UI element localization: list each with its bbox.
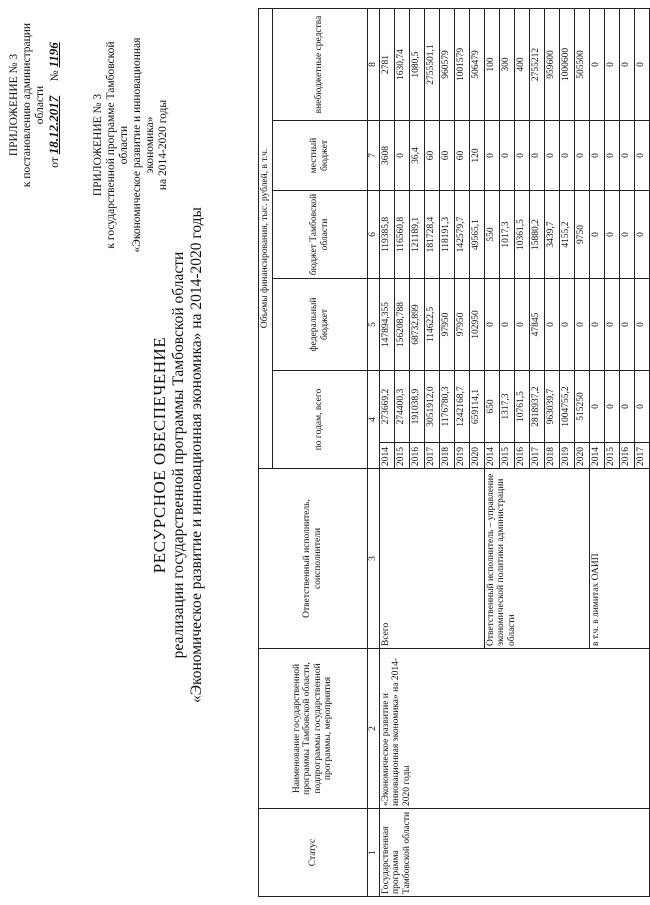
local-cell: 36,4 <box>409 121 424 191</box>
year-cell: 2017 <box>424 443 439 469</box>
year-cell: 2015 <box>499 443 514 469</box>
col-index: 3 <box>367 469 379 649</box>
extra-cell: 1000600 <box>559 8 574 120</box>
federal-cell: 0 <box>619 279 634 371</box>
header-extra: внебюджетные средства <box>272 8 367 120</box>
extra-cell: 100 <box>484 8 499 120</box>
year-cell: 2016 <box>619 443 634 469</box>
header-executor: Ответственный исполнитель, соисполнители <box>259 469 368 649</box>
col-index: 6 <box>367 191 379 279</box>
federal-cell: 47845 <box>529 279 544 371</box>
federal-cell: 0 <box>484 279 499 371</box>
regional-cell: 0 <box>589 191 604 279</box>
date-value: 18.12.2017 <box>46 95 61 155</box>
regional-cell: 4155,2 <box>559 191 574 279</box>
total-cell: 10761,5 <box>514 371 529 443</box>
total-cell: 191038,9 <box>409 371 424 443</box>
federal-cell: 97950 <box>454 279 469 371</box>
regional-cell: 121189,1 <box>409 191 424 279</box>
program-name-cell: «Экономическое развитие и инновационная экономика» на 2014-2020 годы <box>379 649 649 809</box>
number-value: 1196 <box>46 42 61 68</box>
total-cell: 1004755,2 <box>559 371 574 443</box>
extra-cell: 506479 <box>469 8 484 120</box>
executor-cell: Ответственный исполнитель – управление экономической политики администрации области <box>484 469 589 649</box>
extra-cell: 0 <box>619 8 634 120</box>
appendix2-line2: «Экономическое развитие и инновационная экономика» <box>131 37 156 253</box>
approval-header <box>8 20 62 190</box>
header-name: Наименование государственной программы Тамбовской области, подпрограммы государственной программы, мероприятия <box>259 649 368 809</box>
local-cell: 60 <box>424 121 439 191</box>
executor-cell: Всего <box>379 469 484 649</box>
federal-cell: 0 <box>559 279 574 371</box>
local-cell: 0 <box>559 121 574 191</box>
federal-cell: 0 <box>589 279 604 371</box>
year-cell: 2016 <box>409 443 424 469</box>
local-cell: 0 <box>544 121 559 191</box>
extra-cell: 0 <box>604 8 619 120</box>
regional-cell: 15880,2 <box>529 191 544 279</box>
header-status: Статус <box>259 809 368 897</box>
regional-cell: 142579,7 <box>454 191 469 279</box>
federal-cell: 0 <box>499 279 514 371</box>
year-cell: 2018 <box>544 443 559 469</box>
local-cell: 120 <box>469 121 484 191</box>
executor-cell: в т.ч. в лимитах ОАИП <box>589 469 649 649</box>
year-cell: 2019 <box>559 443 574 469</box>
local-cell: 0 <box>619 121 634 191</box>
extra-cell: 0 <box>589 8 604 120</box>
local-cell: 0 <box>484 121 499 191</box>
federal-cell: 114622,5 <box>424 279 439 371</box>
document-title <box>150 155 206 755</box>
col-index: 5 <box>367 279 379 371</box>
year-cell: 2016 <box>514 443 529 469</box>
regional-cell: 119385,8 <box>379 191 394 279</box>
federal-cell: 147894,355 <box>379 279 394 371</box>
regional-cell: 49565,1 <box>469 191 484 279</box>
extra-cell: 1001579 <box>454 8 469 120</box>
year-cell: 2017 <box>529 443 544 469</box>
federal-cell: 102950 <box>469 279 484 371</box>
extra-cell: 0 <box>634 8 649 120</box>
total-cell: 0 <box>634 371 649 443</box>
extra-cell: 400 <box>514 8 529 120</box>
col-index: 2 <box>367 649 379 809</box>
total-cell: 1242168,7 <box>454 371 469 443</box>
extra-cell: 959600 <box>544 8 559 120</box>
federal-cell: 0 <box>544 279 559 371</box>
extra-cell: 1630,74 <box>394 8 409 120</box>
regional-cell: 10361,5 <box>514 191 529 279</box>
local-cell: 0 <box>604 121 619 191</box>
local-cell: 0 <box>529 121 544 191</box>
col-index: 7 <box>367 121 379 191</box>
local-cell: 0 <box>514 121 529 191</box>
regional-cell: 1017,3 <box>499 191 514 279</box>
header-by-years: по годам, всего <box>272 371 367 469</box>
date-number-line <box>47 20 62 190</box>
resource-table <box>258 8 650 897</box>
extra-cell: 2781 <box>379 8 394 120</box>
year-cell: 2014 <box>484 443 499 469</box>
extra-cell: 960579 <box>439 8 454 120</box>
year-cell: 2020 <box>469 443 484 469</box>
appendix2-line1: к государственной программе Тамбовской области <box>105 41 130 249</box>
local-cell: 0 <box>499 121 514 191</box>
extra-cell: 300 <box>499 8 514 120</box>
date-prefix: от <box>49 157 61 168</box>
federal-cell: 0 <box>574 279 589 371</box>
local-cell: 0 <box>574 121 589 191</box>
appendix-to: к постановлению администрации области <box>21 22 46 188</box>
regional-cell: 118191,3 <box>439 191 454 279</box>
total-cell: 3051912,0 <box>424 371 439 443</box>
header-local: местный бюджет <box>272 121 367 191</box>
regional-cell: 0 <box>604 191 619 279</box>
number-prefix: № <box>49 70 61 82</box>
total-cell: 273669,2 <box>379 371 394 443</box>
total-cell: 0 <box>604 371 619 443</box>
year-cell: 2018 <box>439 443 454 469</box>
local-cell: 0 <box>634 121 649 191</box>
regional-cell: 0 <box>634 191 649 279</box>
federal-cell: 97950 <box>439 279 454 371</box>
total-cell: 1176780,3 <box>439 371 454 443</box>
total-cell: 0 <box>619 371 634 443</box>
status-cell: Государственная программа Тамбовской области <box>379 809 649 897</box>
extra-cell: 2755212 <box>529 8 544 120</box>
extra-cell: 2755501,1 <box>424 8 439 120</box>
resource-table-body <box>379 8 649 896</box>
local-cell: 3608 <box>379 121 394 191</box>
total-cell: 963039,7 <box>544 371 559 443</box>
table-row <box>379 8 394 896</box>
regional-cell: 550 <box>484 191 499 279</box>
total-cell: 0 <box>589 371 604 443</box>
header-regional: бюджет Тамбовской области <box>272 191 367 279</box>
total-cell: 1317,3 <box>499 371 514 443</box>
federal-cell: 0 <box>604 279 619 371</box>
federal-cell: 156208,788 <box>394 279 409 371</box>
year-cell: 2019 <box>454 443 469 469</box>
regional-cell: 0 <box>619 191 634 279</box>
extra-cell: 505500 <box>574 8 589 120</box>
total-cell: 515250 <box>574 371 589 443</box>
total-cell: 2818937,2 <box>529 371 544 443</box>
local-cell: 60 <box>439 121 454 191</box>
appendix2-title: ПРИЛОЖЕНИЕ № 3 <box>92 93 104 197</box>
appendix-title: ПРИЛОЖЕНИЕ № 3 <box>8 53 20 157</box>
year-cell: 2014 <box>589 443 604 469</box>
year-cell: 2014 <box>379 443 394 469</box>
col-index: 1 <box>367 809 379 897</box>
appendix2-line3: на 2014-2020 годы <box>157 99 169 191</box>
local-cell: 0 <box>589 121 604 191</box>
federal-cell: 68732,899 <box>409 279 424 371</box>
title-main: РЕСУРСНОЕ ОБЕСПЕЧЕНИЕ <box>150 336 169 574</box>
federal-cell: 0 <box>514 279 529 371</box>
total-cell: 274400,3 <box>394 371 409 443</box>
header-funding: Объемы финансирования, тыс. рублей, в т.ч. <box>259 8 273 468</box>
total-cell: 659114,1 <box>469 371 484 443</box>
regional-cell: 181728,4 <box>424 191 439 279</box>
local-cell: 60 <box>454 121 469 191</box>
regional-cell: 3439,7 <box>544 191 559 279</box>
col-index: 4 <box>367 371 379 469</box>
year-cell: 2017 <box>634 443 649 469</box>
resource-table-wrapper <box>258 9 650 897</box>
col-index: 8 <box>367 8 379 120</box>
year-cell: 2015 <box>394 443 409 469</box>
regional-cell: 9750 <box>574 191 589 279</box>
year-cell: 2015 <box>604 443 619 469</box>
header-federal: федеральный бюджет <box>272 279 367 371</box>
year-cell: 2020 <box>574 443 589 469</box>
extra-cell: 1080,5 <box>409 8 424 120</box>
total-cell: 650 <box>484 371 499 443</box>
title-sub2: «Экономическое развитие и инновационная экономика» на 2014-2020 годы <box>188 207 205 703</box>
local-cell: 0 <box>394 121 409 191</box>
federal-cell: 0 <box>634 279 649 371</box>
title-sub1: реализации государственной программы Тамбовской области <box>170 251 187 659</box>
column-index-row <box>367 8 379 896</box>
regional-cell: 116560,8 <box>394 191 409 279</box>
